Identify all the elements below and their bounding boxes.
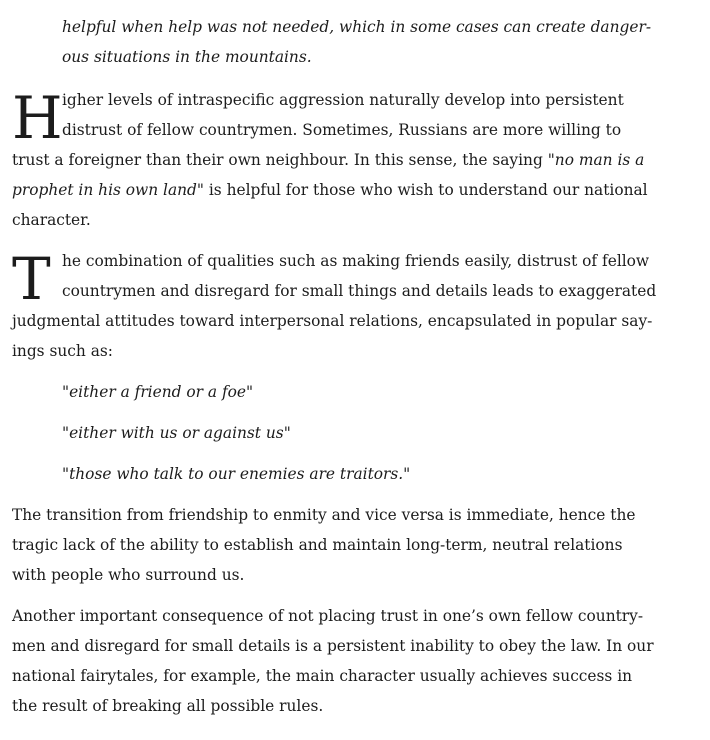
paragraph-combination-line-1: he combination of qualities such as making friends easily, distrust of fellow <box>62 252 650 270</box>
drop-cap-h: H <box>12 84 63 152</box>
paragraph-transition-line-1: The transition from friendship to enmity and vice versa is immediate, hence the <box>12 506 636 524</box>
intro-quote-line-1: helpful when help was not needed, which in some cases can create danger- <box>62 18 652 36</box>
drop-cap-t: T <box>12 245 51 313</box>
paragraph-transition <box>12 500 694 590</box>
paragraph-aggression-line-2: distrust of fellow countrymen. Sometimes, Russians are more willing to <box>62 121 622 139</box>
saying-3: "those who talk to our enemies are traitors." <box>62 465 411 483</box>
paragraph-transition-line-3: with people who surround us. <box>12 566 245 584</box>
saying-italic-part-1: no man is a <box>554 151 645 169</box>
paragraph-aggression <box>12 85 694 235</box>
paragraph-transition-line-2: tragic lack of the ability to establish and maintain long-term, neutral relations <box>12 536 623 554</box>
saying-1: "either a friend or a foe" <box>62 383 254 401</box>
line-3-text: trust a foreigner than their own neighbour. In this sense, the saying " <box>12 151 555 169</box>
paragraph-consequence-line-3: national fairytales, for example, the main character usually achieves success in <box>12 667 633 685</box>
sayings-list <box>12 377 694 489</box>
paragraph-consequence-line-4: the result of breaking all possible rules. <box>12 697 324 715</box>
intro-quote <box>12 12 694 72</box>
paragraph-aggression-line-4 <box>12 175 694 205</box>
paragraph-aggression-line-3 <box>12 145 694 175</box>
paragraph-consequence <box>12 601 694 721</box>
paragraph-combination-line-4: ings such as: <box>12 342 113 360</box>
paragraph-aggression-line-1: igher levels of intraspecific aggression naturally develop into persistent <box>62 91 624 109</box>
paragraph-aggression-line-5: character. <box>12 211 91 229</box>
intro-quote-line-2: ous situations in the mountains. <box>62 48 312 66</box>
line-4-text: " is helpful for those who wish to understand our national <box>196 181 648 199</box>
paragraph-combination-line-2: countrymen and disregard for small things and details leads to exaggerated <box>62 282 657 300</box>
saying-2: "either with us or against us" <box>62 424 291 442</box>
paragraph-combination-line-3: judgmental attitudes toward interpersonal relations, encapsulated in popular say- <box>12 312 653 330</box>
paragraph-combination <box>12 246 694 366</box>
saying-italic-part-2: prophet in his own land <box>12 181 197 199</box>
document-page <box>12 12 694 721</box>
paragraph-consequence-line-1: Another important consequence of not placing trust in one’s own fellow country- <box>12 607 644 625</box>
paragraph-consequence-line-2: men and disregard for small details is a persistent inability to obey the law. In our <box>12 637 654 655</box>
